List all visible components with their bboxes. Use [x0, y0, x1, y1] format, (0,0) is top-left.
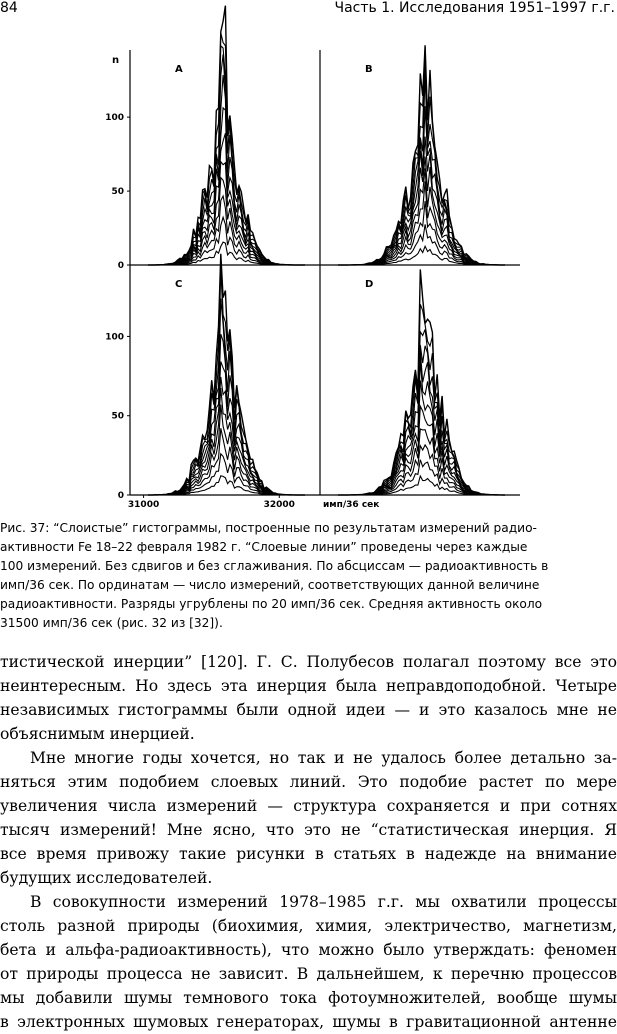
layer-line — [338, 246, 505, 265]
x-tick-label: 32000 — [263, 500, 295, 510]
layer-line — [338, 360, 505, 495]
caption-line: Рис. 37: “Слоистые” гистограммы, построенные по результатам измерений радио- — [0, 521, 537, 535]
layer-line — [148, 476, 305, 495]
figure-axes — [127, 50, 520, 498]
body-line: В совокупности измерений 1978–1985 г.г. мы охватили процессы — [30, 893, 617, 911]
figure-curves — [148, 6, 505, 495]
panel-label-c: C — [175, 279, 183, 290]
y-tick-label: 50 — [111, 411, 124, 422]
layer-line — [338, 74, 505, 265]
layer-line — [338, 201, 505, 265]
layer-line — [338, 106, 505, 265]
layer-line — [338, 406, 505, 495]
panel-b — [338, 45, 505, 265]
page-header — [0, 0, 617, 20]
panel-label-b: B — [365, 64, 373, 75]
layer-line — [338, 157, 505, 266]
body-line: независимых гистограммы были одной идеи — и это казалось мне не — [0, 701, 617, 719]
y-tick-label: 100 — [105, 332, 124, 343]
running-title: Часть 1. Исследования 1951–1997 г.г. — [334, 0, 615, 16]
y-tick-label: 50 — [111, 187, 124, 198]
panel-label-d: D — [365, 279, 374, 290]
layer-line — [338, 224, 505, 265]
panel-d — [338, 269, 505, 495]
panel-a — [148, 6, 305, 265]
histogram-figure — [100, 45, 520, 510]
body-line: столь разной природы (биохимия, химия, электричество, магнетизм, — [0, 917, 617, 935]
body-line: мы добавили шумы темнового тока фотоумножителей, вообще шумы — [0, 989, 617, 1007]
body-line: все время привожу такие рисунки в статьях в надежде на внимание — [0, 845, 617, 863]
layer-line — [148, 454, 305, 495]
body-line: бета и альфа-радиоактивность), что можно было утверждать: феномен — [0, 941, 617, 959]
body-line: няться этим подобием слоевых линий. Это подобие растет по мере — [0, 773, 617, 791]
body-line: неинтересным. Но здесь эта инерция была неправдоподобной. Четыре — [0, 677, 617, 695]
body-line: в электронных шумовых генераторах, шумы в гравитационной антенне — [0, 1013, 617, 1031]
caption-line: имп/36 сек. По ординатам — число измерений, соответствующих данной величине — [0, 578, 540, 592]
layer-line — [338, 476, 505, 495]
panel-c — [148, 254, 305, 495]
y-tick-label: 100 — [105, 113, 124, 124]
panel-label-a: A — [175, 64, 183, 75]
caption-line: радиоактивности. Разряды угрублены по 20 имп/36 сек. Средняя активность около — [0, 597, 543, 611]
x-unit-label: имп/36 сек — [323, 500, 380, 510]
body-line: объяснимым инерцией. — [0, 725, 195, 743]
figure-caption — [0, 519, 617, 633]
y-tick-label: 0 — [117, 491, 124, 501]
caption-line: 100 измерений. Без сдвигов и без сглаживания. По абсциссам — радиоактивность в — [0, 559, 549, 573]
layer-line — [148, 242, 305, 265]
body-line: увеличения числа измерений — структура сохраняется и при сотнях — [0, 797, 617, 815]
body-line: Мне многие годы хочется, но так и не удалось более детально за- — [30, 749, 617, 767]
body-line: будущих исследователей. — [0, 869, 213, 887]
y-axis-label: n — [112, 55, 120, 66]
caption-line: 31500 имп/36 сек (рис. 32 из [32]). — [0, 616, 223, 630]
page-number: 84 — [0, 0, 18, 16]
body-line: от природы процесса не зависит. В дальнейшем, к перечню процессов — [0, 965, 617, 983]
caption-line: активности Fe 18–22 февраля 1982 г. “Слоевые линии” проведены через каждые — [0, 540, 528, 554]
body-line: тысяч измерений! Мне ясно, что это не “статистическая инерция. Я — [0, 821, 617, 839]
body-text — [0, 650, 617, 1034]
layer-line — [338, 445, 505, 495]
layer-line — [338, 350, 505, 495]
x-tick-label: 31000 — [127, 500, 160, 510]
body-line: тистической инерции” [120]. Г. С. Полубесов полагал поэтому все это — [0, 653, 617, 671]
y-tick-label: 0 — [117, 261, 124, 271]
layer-line — [338, 181, 505, 265]
